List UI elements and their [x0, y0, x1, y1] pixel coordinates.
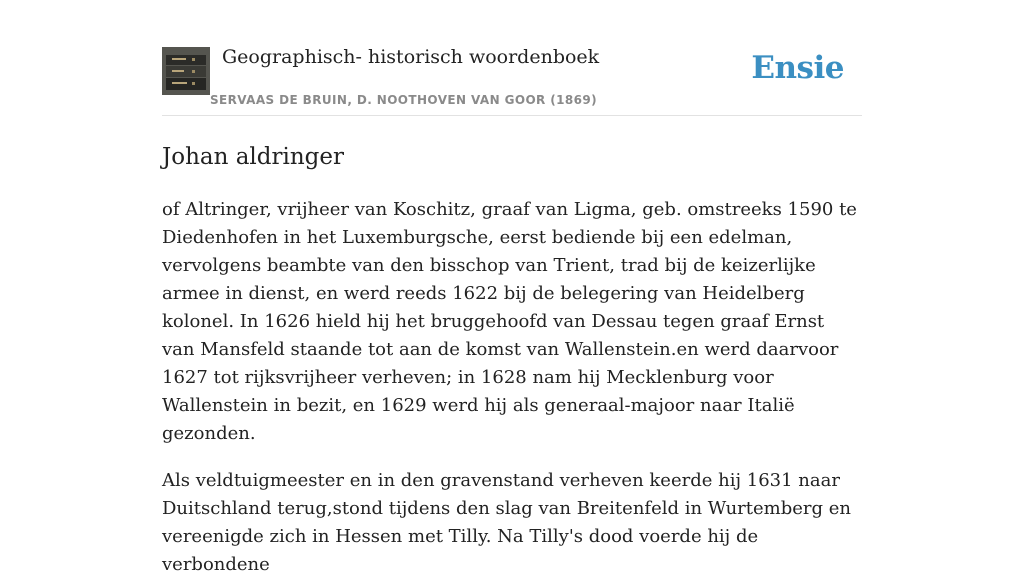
book-authors-year: SERVAAS DE BRUIN, D. NOOTHOVEN VAN GOOR (1869) [210, 93, 598, 107]
main-content [162, 0, 862, 579]
entry-paragraph: Als veldtuigmeester en in den gravenstand verheven keerde hij 1631 naar Duitschland terug,stond tijdens den slag van Breitenfeld in Wurtemberg en vereenigde zich in Hessen met Tilly. Na Tilly's dood voerde hij de verbondene [162, 470, 851, 575]
entry-title: Johan aldringer [162, 144, 345, 170]
entry-paragraph: of Altringer, vrijheer van Koschitz, graaf van Ligma, geb. omstreeks 1590 te Diedenhofen in het Luxemburgsche, eerst bediende bij een edelman, vervolgens beambte van den bisschop van Trient, trad bij de keizerlijke armee in dienst, en werd reeds 1622 bij de belegering van Heidelberg kolonel. In 1626 hield hij het bruggehoofd van Dessau tegen graaf Ernst van Mansfeld staande tot aan de komst van Wallenstein.en werd daarvoor 1627 tot rijksvrijheer verheven; in 1628 nam hij Mecklenburg voor Wallenstein in bezit, en 1629 werd hij als generaal-majoor naar Italië gezonden. [162, 199, 857, 444]
book-header [162, 0, 862, 116]
book-spines-icon[interactable] [162, 47, 210, 95]
book-title[interactable]: Geographisch- historisch woordenboek [222, 46, 600, 68]
ensie-logo-link[interactable]: Ensie [751, 50, 844, 86]
